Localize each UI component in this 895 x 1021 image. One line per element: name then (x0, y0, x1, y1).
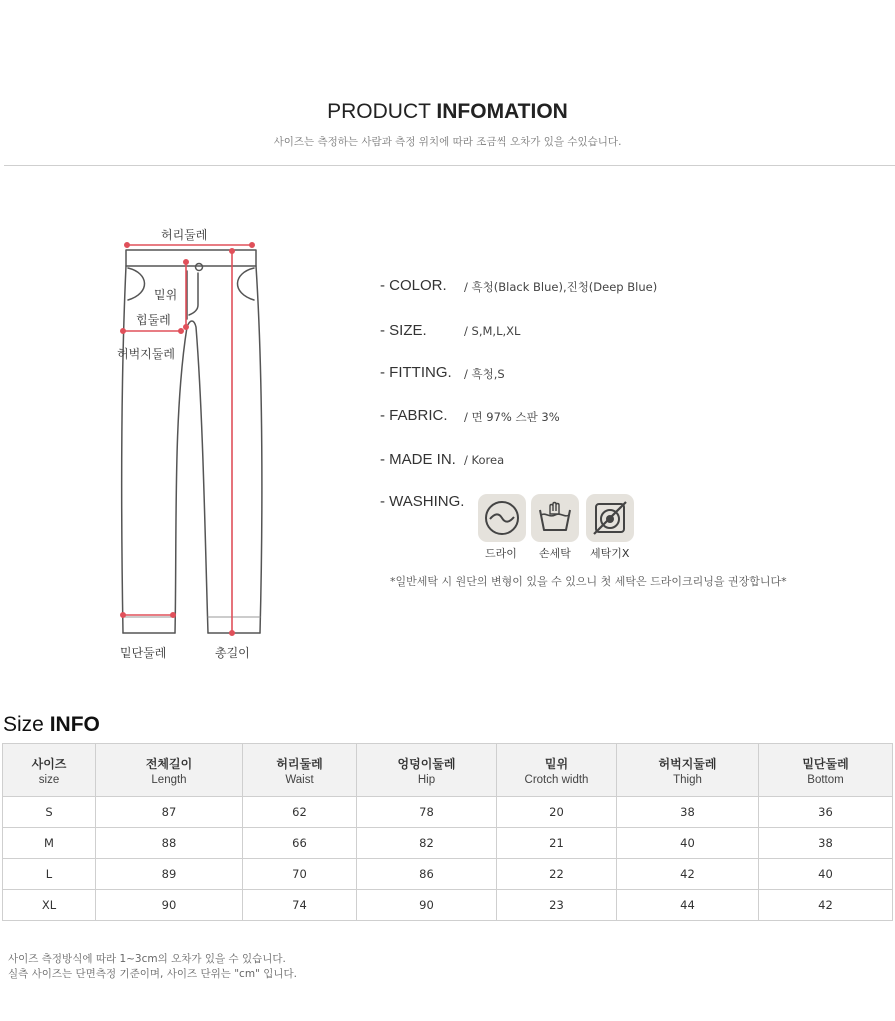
spec-value: / 면 97% 스판 3% (464, 410, 560, 424)
table-row (3, 797, 893, 828)
table-cell: 38 (617, 797, 759, 828)
col-header: 엉덩이둘레 Hip (357, 744, 497, 797)
table-cell: 90 (357, 890, 497, 921)
size-info-title (3, 713, 100, 737)
col-header: 전체길이 Length (96, 744, 243, 797)
table-row (3, 828, 893, 859)
wash-label-machine: 세탁기X (590, 547, 630, 560)
label-length: 총길이 (215, 646, 250, 660)
col-header: 사이즈 size (3, 744, 96, 797)
pants-outline-icon (95, 215, 295, 675)
table-row (3, 890, 893, 921)
spec-value: / S,M,L,XL (464, 324, 521, 338)
pants-diagram (95, 215, 295, 675)
label-hem: 밑단둘레 (120, 646, 167, 660)
title-regular: PRODUCT (327, 100, 431, 123)
col-header: 밑단둘레 Bottom (759, 744, 893, 797)
wash-label-dry: 드라이 (485, 547, 517, 560)
spec-value: / 흑청,S (464, 367, 505, 381)
table-cell: 62 (243, 797, 357, 828)
table-cell: 89 (96, 859, 243, 890)
table-cell: 40 (759, 859, 893, 890)
spec-key: - WASHING. (380, 493, 465, 510)
spec-key: - FITTING. (380, 364, 452, 381)
table-cell: 74 (243, 890, 357, 921)
table-cell: XL (3, 890, 96, 921)
spec-key: - MADE IN. (380, 451, 456, 468)
label-hip: 힙둘레 (136, 313, 171, 327)
table-cell: 78 (357, 797, 497, 828)
table-cell: 21 (497, 828, 617, 859)
table-cell: S (3, 797, 96, 828)
table-cell: M (3, 828, 96, 859)
col-header: 밑위 Crotch width (497, 744, 617, 797)
dry-clean-icon (478, 494, 526, 542)
table-cell: 86 (357, 859, 497, 890)
table-row (3, 859, 893, 890)
hand-wash-icon (531, 494, 579, 542)
footer-note-2: 실측 사이즈는 단면측정 기준이며, 사이즈 단위는 "cm" 입니다. (8, 968, 297, 980)
table-cell: 38 (759, 828, 893, 859)
table-cell: 87 (96, 797, 243, 828)
wash-label-hand: 손세탁 (539, 547, 571, 560)
label-rise: 밑위 (154, 288, 178, 302)
table-cell: 70 (243, 859, 357, 890)
table-cell: 22 (497, 859, 617, 890)
washing-note: *일반세탁 시 원단의 변형이 있을 수 있으니 첫 세탁은 드라이크리닝을 권장합니다* (390, 575, 787, 588)
table-cell: 42 (617, 859, 759, 890)
page-title (0, 100, 895, 124)
size-table (2, 743, 893, 921)
spec-key: - SIZE. (380, 322, 427, 339)
size-title-regular: Size (3, 713, 44, 736)
table-cell: 40 (617, 828, 759, 859)
label-waist: 허리둘레 (161, 228, 208, 242)
table-cell: 88 (96, 828, 243, 859)
col-header: 허벅지둘레 Thigh (617, 744, 759, 797)
size-title-bold: INFO (49, 713, 100, 736)
table-cell: 90 (96, 890, 243, 921)
size-table-header (3, 744, 893, 797)
col-header: 허리둘레 Waist (243, 744, 357, 797)
table-cell: 82 (357, 828, 497, 859)
table-cell: 23 (497, 890, 617, 921)
spec-value: / Korea (464, 453, 505, 467)
table-cell: 20 (497, 797, 617, 828)
table-cell: 42 (759, 890, 893, 921)
table-cell: 36 (759, 797, 893, 828)
table-cell: L (3, 859, 96, 890)
page-subtitle: 사이즈는 측정하는 사람과 측정 위치에 따라 조금씩 오차가 있을 수있습니다. (273, 136, 622, 148)
title-bold: INFOMATION (436, 100, 568, 123)
table-cell: 44 (617, 890, 759, 921)
label-thigh: 허벅지둘레 (117, 347, 175, 361)
spec-key: - FABRIC. (380, 407, 448, 424)
spec-value: / 흑청(Black Blue),진청(Deep Blue) (464, 280, 658, 294)
spec-key: - COLOR. (380, 277, 447, 294)
table-cell: 66 (243, 828, 357, 859)
header-divider (4, 165, 895, 166)
footer-note-1: 사이즈 측정방식에 따라 1~3cm의 오차가 있을 수 있습니다. (8, 953, 286, 965)
no-machine-wash-icon (586, 494, 634, 542)
